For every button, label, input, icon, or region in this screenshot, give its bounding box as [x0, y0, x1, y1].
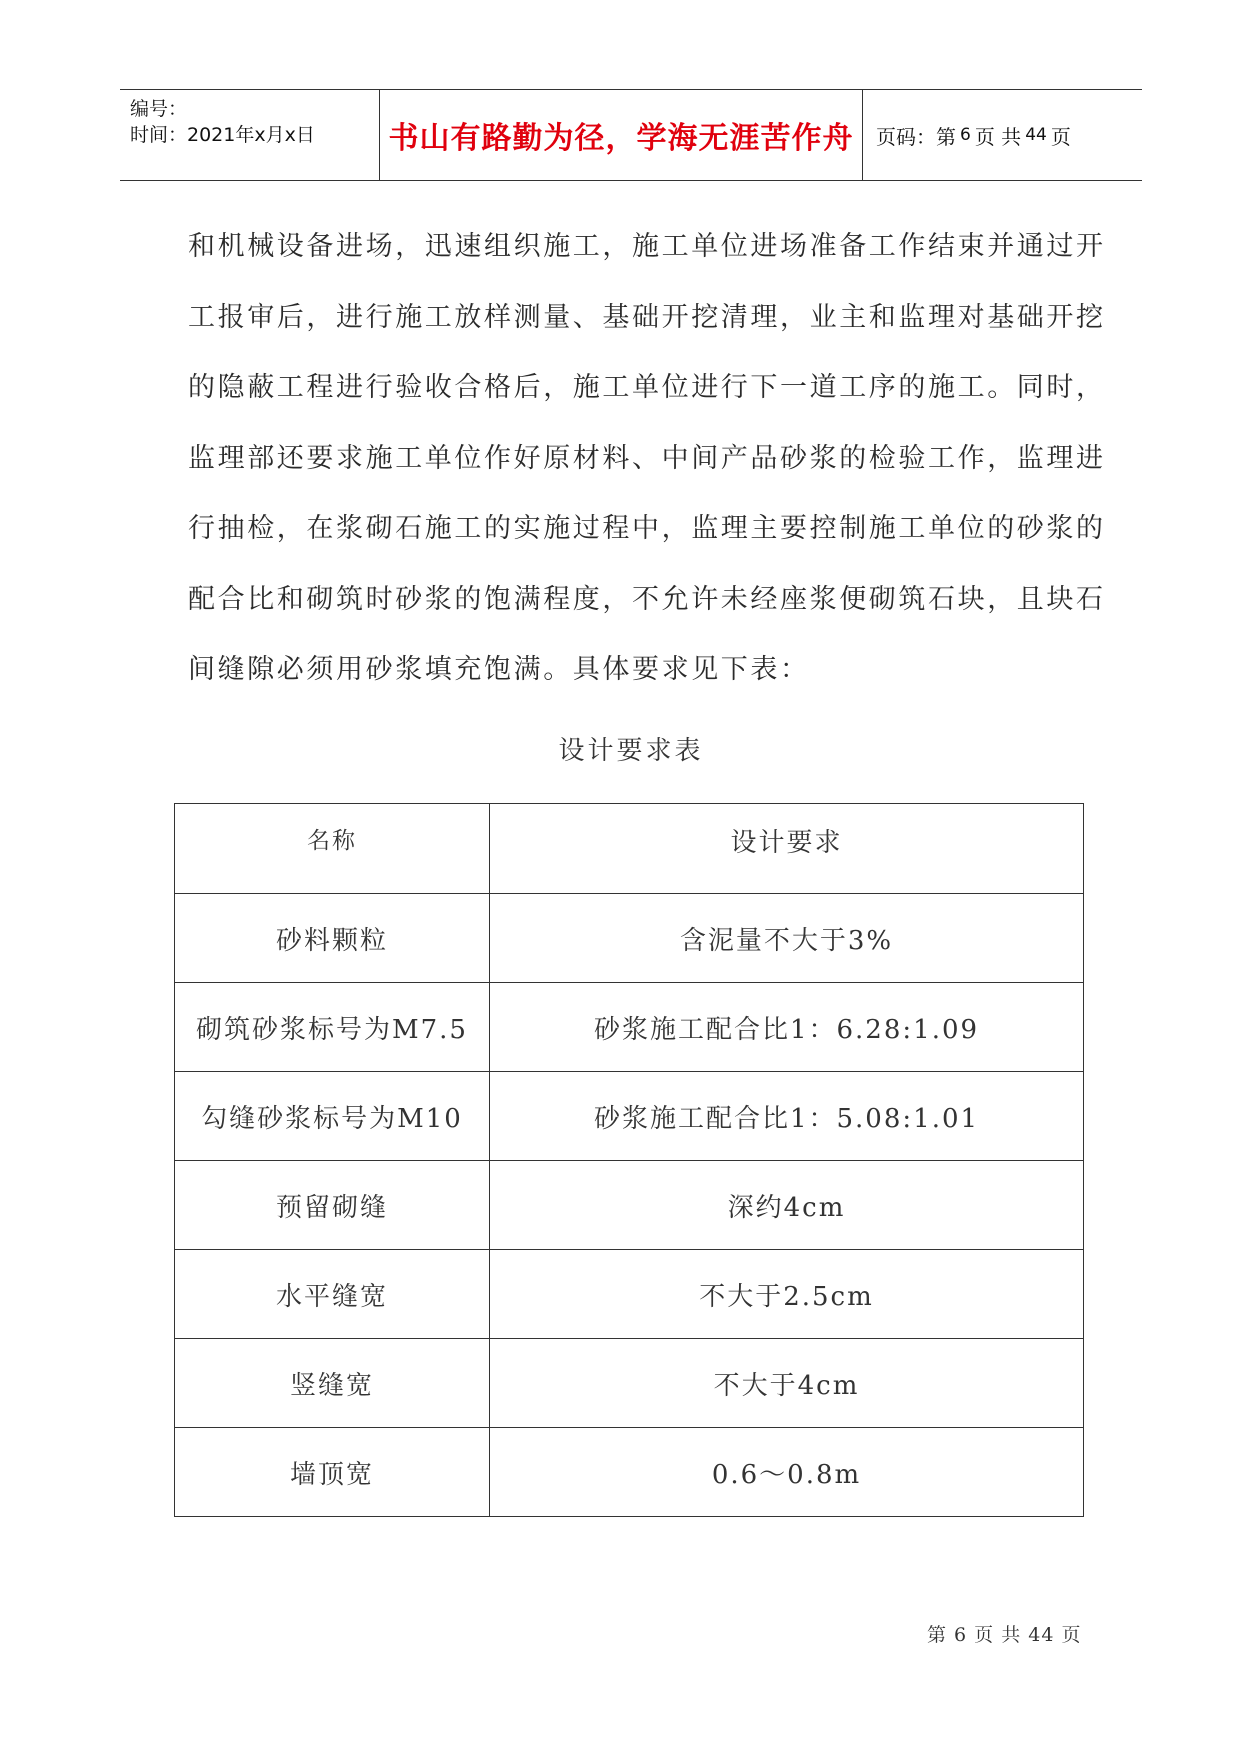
- body-line: 的隐蔽工程进行验收合格后，施工单位进行下一道工序的施工。同时，: [188, 372, 1106, 403]
- cell-requirement: 深约4cm: [490, 1161, 1084, 1250]
- cell-name: 墙顶宽: [175, 1428, 490, 1517]
- table-title: 设计要求表: [558, 736, 704, 766]
- header-motto: 书山有路勤为径，学海无涯苦作舟: [388, 121, 854, 156]
- cell-requirement: 0.6～0.8m: [490, 1428, 1084, 1517]
- document-number-label: 编号：: [130, 98, 188, 120]
- cell-name: 预留砌缝: [175, 1161, 490, 1250]
- table-row: [175, 1339, 1084, 1428]
- table-row: [175, 1250, 1084, 1339]
- table-row: [175, 983, 1084, 1072]
- page-mid: 页 共: [974, 124, 1022, 149]
- table-row: [175, 1428, 1084, 1517]
- cell-name: 勾缝砂浆标号为M10: [175, 1072, 490, 1161]
- cell-name: 砌筑砂浆标号为M7.5: [175, 983, 490, 1072]
- table-row: [175, 1072, 1084, 1161]
- cell-requirement: 砂浆施工配合比1：5.08:1.01: [490, 1072, 1084, 1161]
- header-page-number: [876, 90, 1071, 180]
- design-requirements-table: [174, 803, 1084, 1517]
- body-line: 和机械设备进场，迅速组织施工，施工单位进场准备工作结束并通过开: [188, 231, 1106, 262]
- table-header-row: [175, 804, 1084, 894]
- body-line: 间缝隙必须用砂浆填充饱满。具体要求见下表：: [188, 654, 810, 685]
- table-row: [175, 1161, 1084, 1250]
- cell-requirement: 不大于2.5cm: [490, 1250, 1084, 1339]
- header-motto-cell: [379, 90, 863, 180]
- cell-requirement: 不大于4cm: [490, 1339, 1084, 1428]
- page-prefix: 页码：第: [876, 124, 956, 149]
- page-footer: 第 6 页 共 44 页: [927, 1624, 1082, 1646]
- document-time: 时间：2021年x月x日: [130, 124, 315, 146]
- body-line: 工报审后，进行施工放样测量、基础开挖清理，业主和监理对基础开挖: [188, 301, 1106, 333]
- header-meta: [130, 90, 380, 180]
- body-line: 监理部还要求施工单位作好原材料、中间产品砂浆的检验工作，监理进: [188, 442, 1106, 474]
- cell-name: 竖缝宽: [175, 1339, 490, 1428]
- cell-name: 水平缝宽: [175, 1250, 490, 1339]
- page-suffix: 页: [1050, 124, 1071, 149]
- page-total: 44: [1025, 125, 1047, 145]
- cell-requirement: 含泥量不大于3%: [490, 894, 1084, 983]
- header-cell-name: 名称: [175, 804, 490, 894]
- cell-name: 砂料颗粒: [175, 894, 490, 983]
- cell-requirement: 砂浆施工配合比1：6.28:1.09: [490, 983, 1084, 1072]
- body-line: 行抽检，在浆砌石施工的实施过程中，监理主要控制施工单位的砂浆的: [188, 513, 1106, 544]
- table-row: [175, 894, 1084, 983]
- header-cell-requirement: 设计要求: [490, 804, 1084, 894]
- body-paragraph: [188, 212, 1106, 706]
- page-current: 6: [960, 125, 971, 145]
- body-line: 配合比和砌筑时砂浆的饱满程度，不允许未经座浆便砌筑石块，且块石: [188, 583, 1106, 615]
- page-header: [120, 89, 1142, 181]
